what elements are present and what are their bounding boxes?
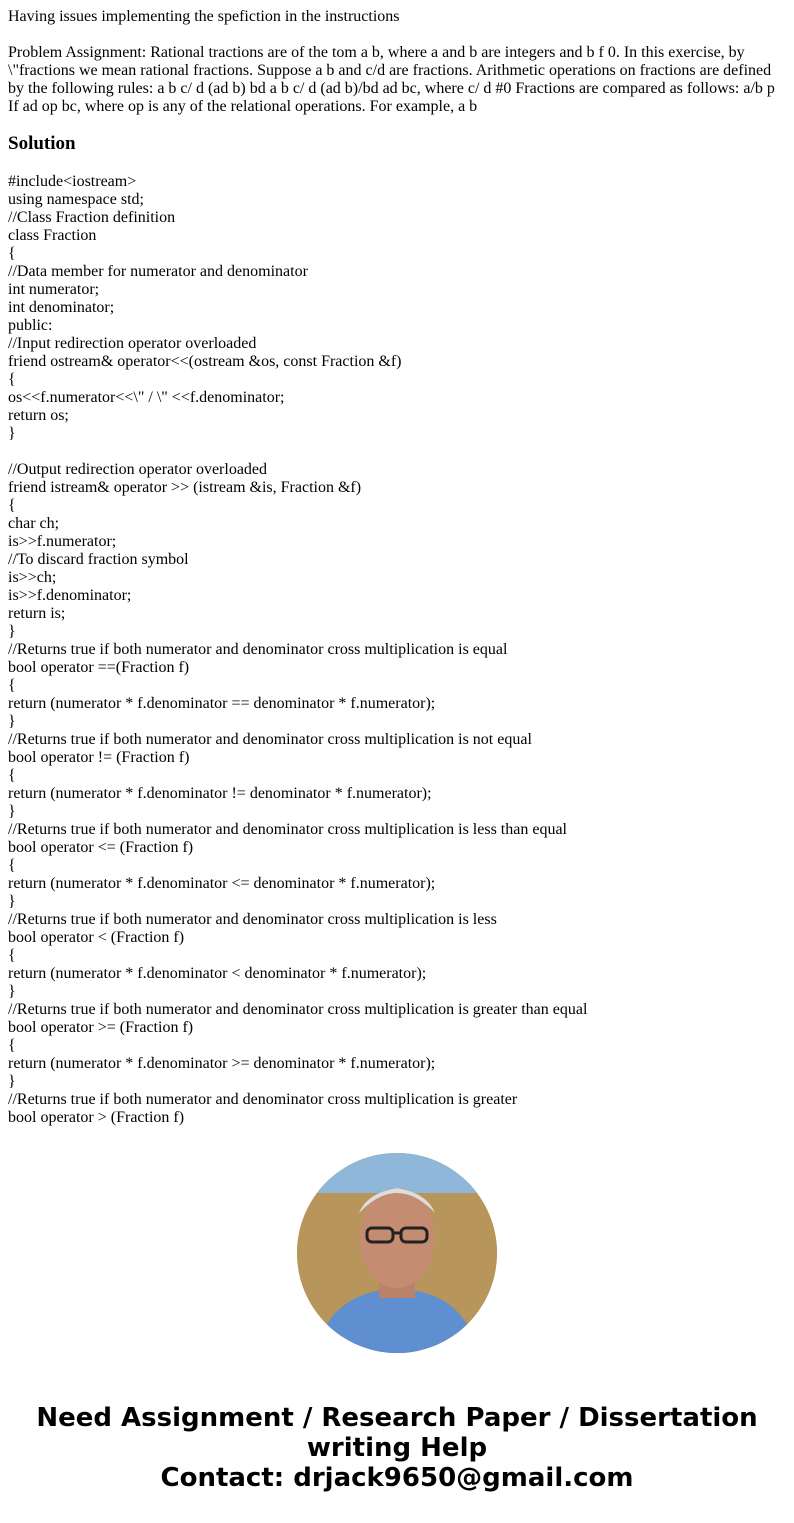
code-line: //Returns true if both numerator and denominator cross multiplication is less — [8, 911, 497, 928]
code-line: //Returns true if both numerator and denominator cross multiplication is not equal — [8, 731, 532, 748]
footer-contact: Contact: drjack9650@gmail.com — [160, 1463, 634, 1493]
code-line: //To discard fraction symbol — [8, 551, 189, 568]
code-line: //Data member for numerator and denominator — [8, 263, 308, 280]
code-line: bool operator != (Fraction f) — [8, 749, 190, 766]
code-line: } — [8, 893, 16, 910]
code-line: return is; — [8, 605, 66, 622]
code-block — [8, 173, 587, 1127]
code-line: } — [8, 713, 16, 730]
code-line: public: — [8, 317, 53, 334]
code-line: bool operator <= (Fraction f) — [8, 839, 194, 856]
code-line: is>>ch; — [8, 569, 57, 586]
question-title: Having issues implementing the spefiction in the instructions — [8, 8, 400, 25]
code-line: return (numerator * f.denominator == denominator * f.numerator); — [8, 695, 436, 712]
code-line: //Output redirection operator overloaded — [8, 461, 268, 478]
code-line: class Fraction — [8, 227, 97, 244]
code-line: { — [8, 497, 16, 514]
footer-line: writing Help — [306, 1433, 488, 1463]
code-line: //Returns true if both numerator and denominator cross multiplication is greater — [8, 1091, 518, 1108]
solution-heading: Solution — [8, 133, 76, 154]
code-line: return (numerator * f.denominator <= denominator * f.numerator); — [8, 875, 436, 892]
code-line: { — [8, 677, 16, 694]
code-line: friend istream& operator >> (istream &is, Fraction &f) — [8, 479, 362, 496]
author-photo — [297, 1153, 497, 1353]
code-line — [8, 443, 587, 461]
code-line: is>>f.denominator; — [8, 587, 132, 604]
code-line: { — [8, 245, 16, 262]
code-line: //Returns true if both numerator and denominator cross multiplication is greater than equal — [8, 1001, 588, 1018]
question-body: Problem Assignment: Rational tractions are of the tom a b, where a and b are integers and b f 0. In this exercise, by \"fractions we mean rational fractions. Suppose a b and c/d are fractions. Arithmetic operations on fractions are defined by the following rules: a b c/ d (ad b) bd a b c/ d (ad b)/bd ad bc, where c/ d #0 Fractions are compared as follows: a/b p If ad op bc, where op is any of the relational operations. For example, a b — [8, 44, 775, 115]
code-line: //Returns true if both numerator and denominator cross multiplication is less than equal — [8, 821, 567, 838]
footer-ad — [0, 1403, 794, 1493]
code-line: { — [8, 1037, 16, 1054]
code-line: { — [8, 371, 16, 388]
code-line: bool operator >= (Fraction f) — [8, 1019, 194, 1036]
code-line: } — [8, 1073, 16, 1090]
code-line: bool operator > (Fraction f) — [8, 1109, 185, 1126]
code-line: //Returns true if both numerator and denominator cross multiplication is equal — [8, 641, 508, 658]
code-line: { — [8, 767, 16, 784]
code-line: int numerator; — [8, 281, 100, 298]
code-line: //Class Fraction definition — [8, 209, 176, 226]
code-line: #include<iostream> — [8, 173, 137, 190]
code-line: friend ostream& operator<<(ostream &os, const Fraction &f) — [8, 353, 402, 370]
code-line: } — [8, 425, 16, 442]
code-line: } — [8, 803, 16, 820]
code-line: os<<f.numerator<<\" / \" <<f.denominator; — [8, 389, 285, 406]
code-line: bool operator ==(Fraction f) — [8, 659, 190, 676]
code-line: return (numerator * f.denominator < denominator * f.numerator); — [8, 965, 427, 982]
code-line: } — [8, 623, 16, 640]
code-line: } — [8, 983, 16, 1000]
code-line: return (numerator * f.denominator != denominator * f.numerator); — [8, 785, 432, 802]
code-line: return os; — [8, 407, 69, 424]
footer-line: Need Assignment / Research Paper / Dissertation — [36, 1403, 758, 1433]
code-line: bool operator < (Fraction f) — [8, 929, 185, 946]
code-line: is>>f.numerator; — [8, 533, 117, 550]
code-line: { — [8, 857, 16, 874]
code-line: using namespace std; — [8, 191, 144, 208]
code-line: char ch; — [8, 515, 60, 532]
code-line: //Input redirection operator overloaded — [8, 335, 257, 352]
code-line: int denominator; — [8, 299, 115, 316]
code-line: { — [8, 947, 16, 964]
code-line: return (numerator * f.denominator >= denominator * f.numerator); — [8, 1055, 436, 1072]
